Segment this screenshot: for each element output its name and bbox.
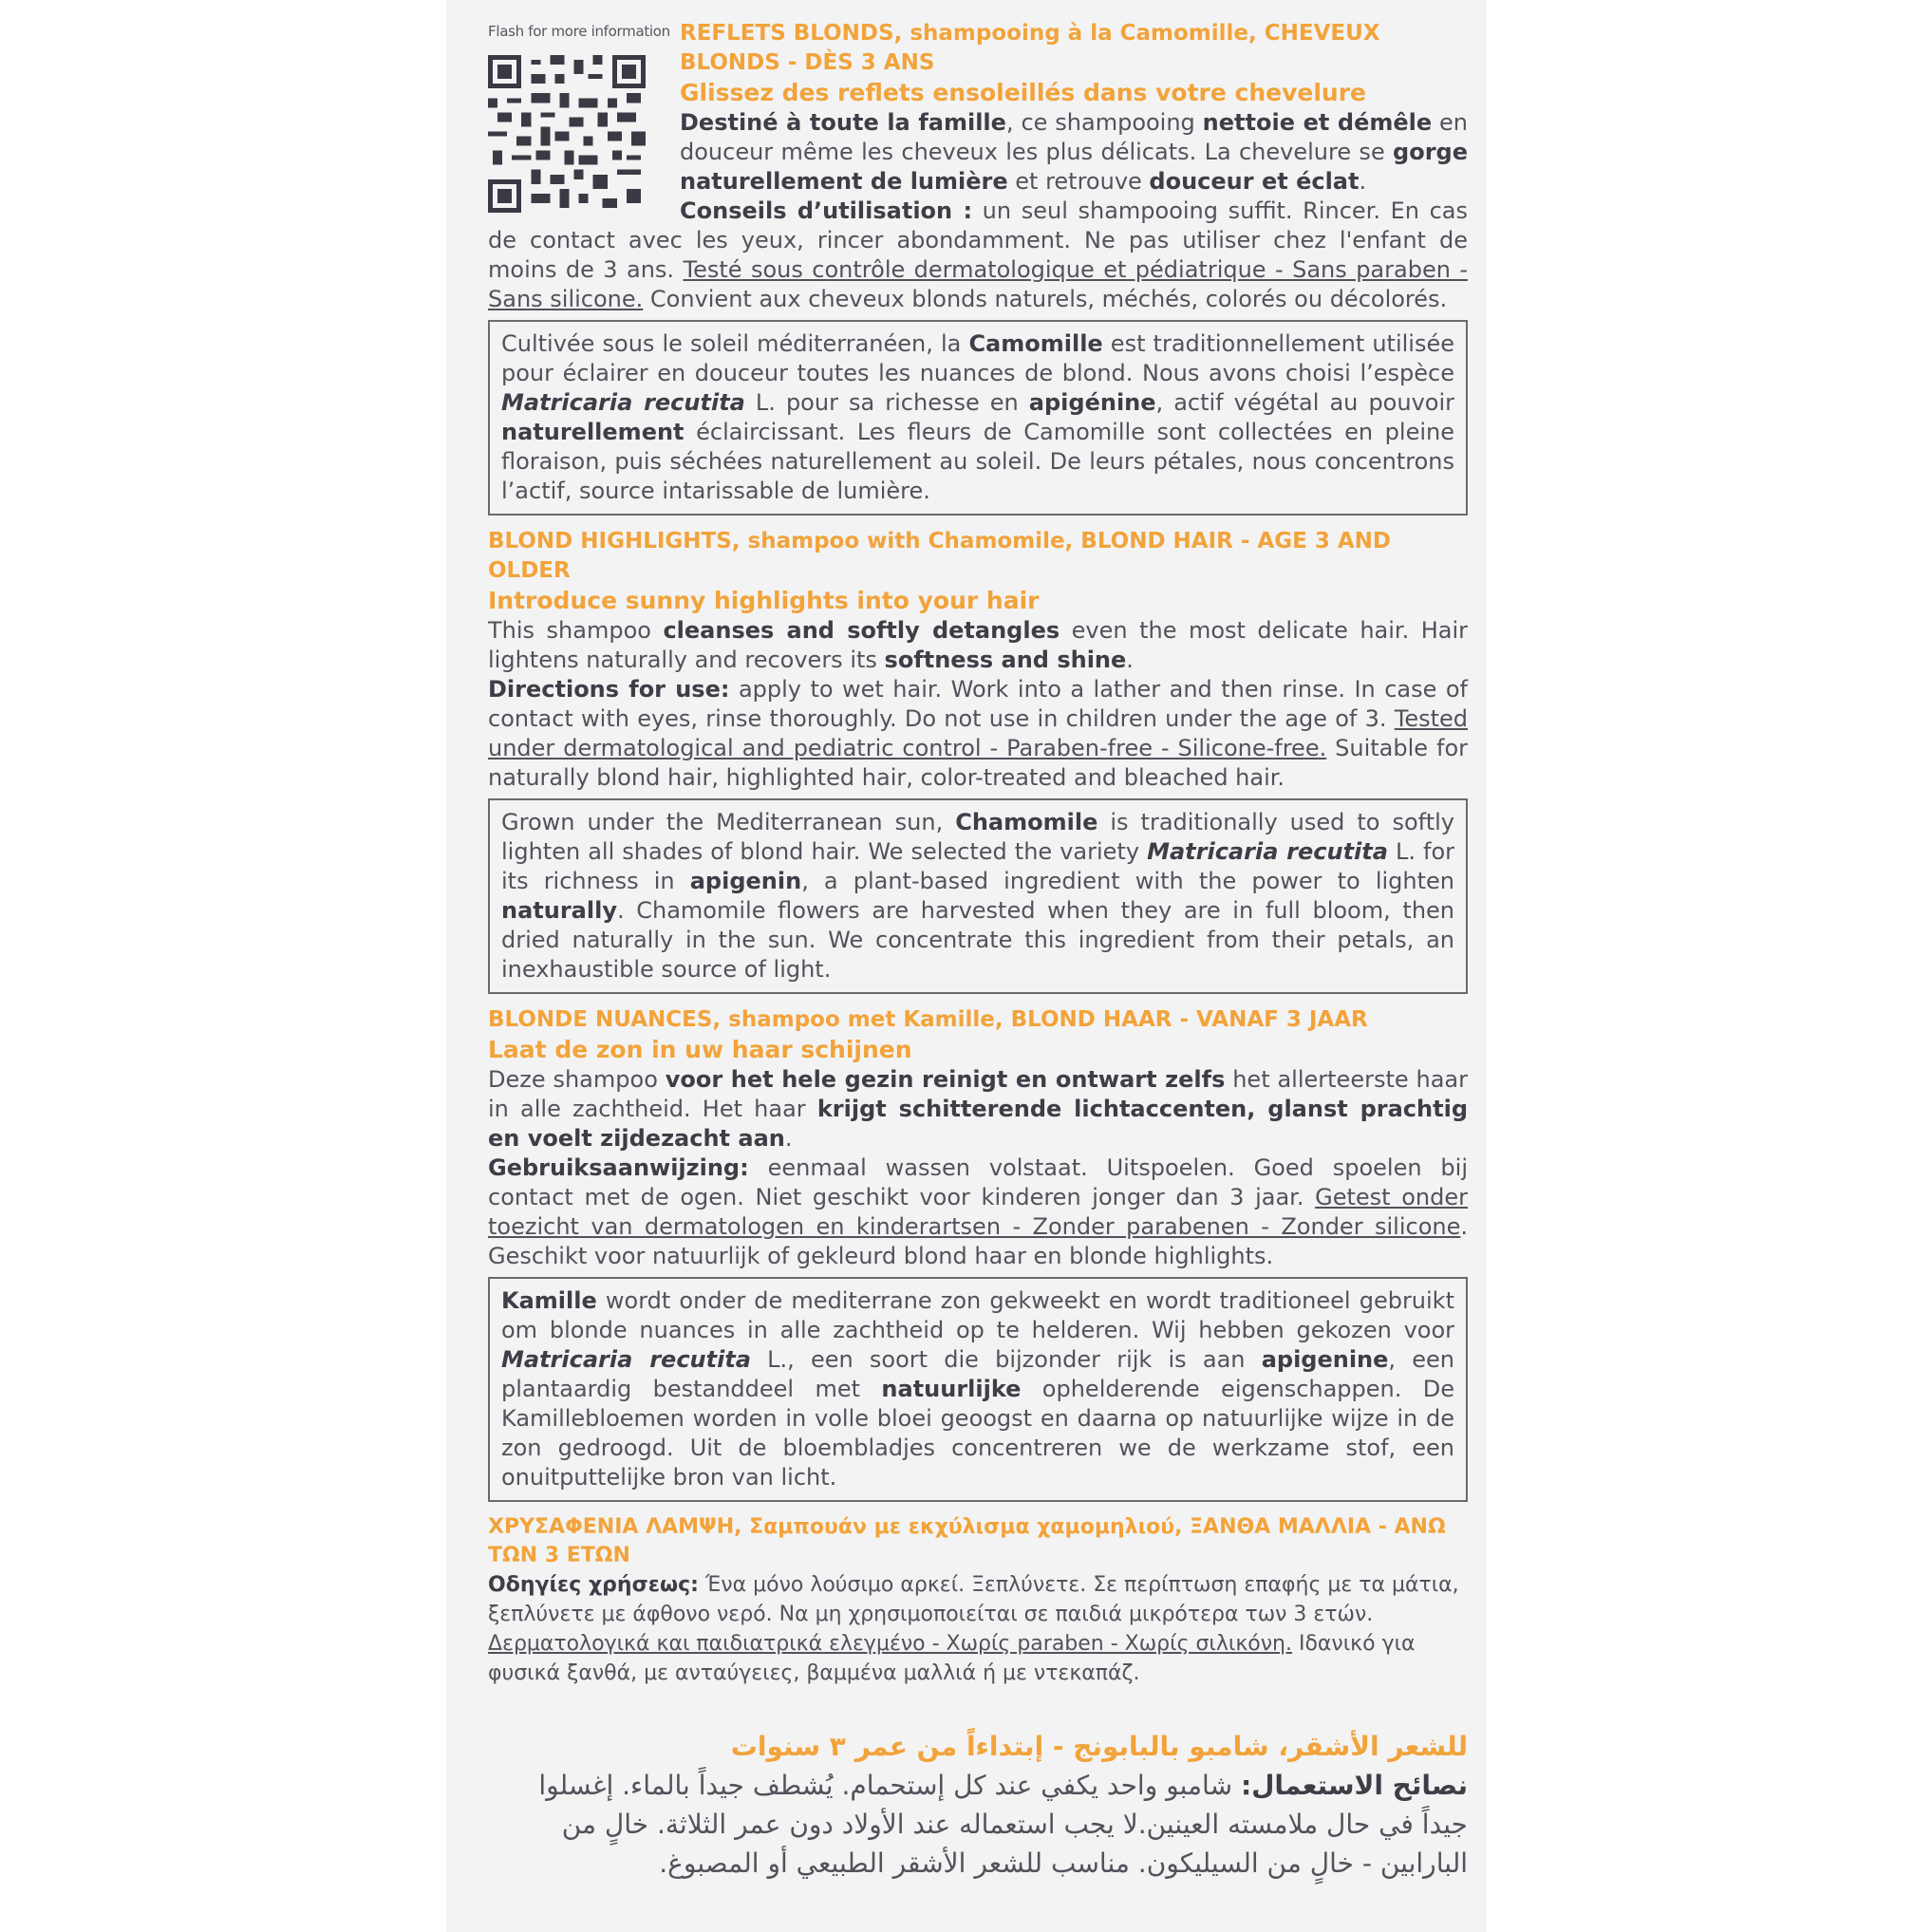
nl-chamomile-box: Kamille wordt onder de mediterrane zon gekweekt en wordt traditioneel gebruikt om blonde nuances in alle zachtheid op te helderen. Wij hebben gekozen voor Matricaria recutita L., een soort die bijzonder rijk is aan apigenine, een plantaardig bestanddeel met natuurlijke ophelderende eigenschappen. De Kamillebloemen worden in volle bloei geoogst en daarna op natuurlijke wijze in de zon gedroogd. Uit de bloembladjes concentreren we de werkzame stof, een onuitputtelijke bron van licht.: [488, 1277, 1468, 1502]
ar-title: للشعر الأشقر، شامبو بالبابونج - إبتداءاً من عمر ٣ سنوات: [730, 1731, 1468, 1762]
nl-usage: Gebruiksaanwijzing: eenmaal wassen volstaat. Uitspoelen. Goed spoelen bij contact met de ogen. Niet geschikt voor kinderen jonger dan 3 jaar. Getest onder toezicht van dermatologen en kinderartsen - Zonder parabenen - Zonder silicone. Geschikt voor natuurlijk of gekleurd blond haar en blonde highlights.: [488, 1154, 1468, 1269]
fr-chamomile-box: Cultivée sous le soleil méditerranéen, la Camomille est traditionnellement utilisée pour éclairer en douceur toutes les nuances de blond. Nous avons choisi l’espèce Matricaria recutita L. pour sa richesse en apigénine, actif végétal au pouvoir naturellement éclaircissant. Les fleurs de Camomille sont collectées en pleine floraison, puis séchées naturellement au soleil. De leurs pétales, nous concentrons l’actif, source intarissable de lumière.: [488, 320, 1468, 516]
fr-header: [680, 19, 1468, 197]
en-tagline: Introduce sunny highlights into your hair: [488, 587, 1040, 614]
nl-tagline: Laat de zon in uw haar schijnen: [488, 1036, 912, 1063]
en-description: This shampoo cleanses and softly detangles even the most delicate hair. Hair lightens naturally and recovers its softness and shine.: [488, 617, 1469, 673]
gr-title: ΧΡΥΣΑΦΕΝΙΑ ΛΑΜΨΗ, Σαμπουάν με εκχύλισμα χαμομηλιού, ΞΑΝΘΑ ΜΑΛΛΙΑ - ΑΝΩ ΤΩΝ 3 ΕΤΩΝ: [488, 1515, 1446, 1567]
en-chamomile-box: Grown under the Mediterranean sun, Chamomile is traditionally used to softly lighten all shades of blond hair. We selected the variety Matricaria recutita L. for its richness in apigenin, a plant-based ingredient with the power to lighten naturally. Chamomile flowers are harvested when they are in full bloom, then dried naturally in the sun. We concentrate this ingredient from their petals, an inexhaustible source of light.: [488, 798, 1468, 994]
fr-tagline: Glissez des reflets ensoleillés dans votre chevelure: [680, 79, 1366, 106]
en-title: BLOND HIGHLIGHTS, shampoo with Chamomile, BLOND HAIR - AGE 3 AND OLDER: [488, 529, 1391, 583]
fr-usage: Conseils d’utilisation : un seul shampooing suffit. Rincer. En cas de contact avec les yeux, rincer abondamment. Ne pas utiliser chez l'enfant de moins de 3 ans. Testé sous contrôle dermatologique et pédiatrique - Sans paraben - Sans silicone. Convient aux cheveux blonds naturels, méchés, colorés ou décolorés.: [488, 197, 1469, 312]
qr-caption: Flash for more information: [488, 23, 670, 40]
fr-title: REFLETS BLONDS, shampooing à la Camomille, CHEVEUX BLONDS - DÈS 3 ANS: [680, 21, 1380, 75]
gr-usage: Οδηγίες χρήσεως: Ένα μόνο λούσιμο αρκεί. Ξεπλύνετε. Σε περίπτωση επαφής με τα μάτια, ξεπλύνετε με άφθονο νερό. Να μη χρησιμοποιείται σε παιδιά μικρότερα των 3 ετών. Δερματολογικά και παιδιατρικά ελεγμένο - Χωρίς paraben - Χωρίς σιλικόνη. Ιδανικό για φυσικά ξανθά, με ανταύγειες, βαμμένα μαλλιά ή με ντεκαπάζ.: [488, 1573, 1459, 1685]
qr-code-icon[interactable]: [488, 55, 646, 213]
en-usage: Directions for use: apply to wet hair. Work into a lather and then rinse. In case of contact with eyes, rinse thoroughly. Do not use in children under the age of 3. Tested under dermatological and pediatric control - Paraben-free - Silicone-free. Suitable for naturally blond hair, highlighted hair, color-treated and bleached hair.: [488, 676, 1468, 791]
ar-usage: نصائح الاستعمال: شامبو واحد يكفي عند كل إستحمام. يُشطف جيداً بالماء. إغسلوا جيداً في حال ملامسته العينين.لا يجب استعماله عند الأولاد دون عمر الثلاثة. خالٍ من البارابين - خالٍ من السيليكون. مناسب للشعر الأشقر الطبيعي أو المصبوغ.: [538, 1770, 1468, 1879]
nl-description: Deze shampoo voor het hele gezin reinigt en ontwart zelfs het allerteerste haar in alle zachtheid. Het haar krijgt schitterende lichtaccenten, glanst prachtig en voelt zijdezacht aan.: [488, 1066, 1468, 1152]
fr-description: Destiné à toute la famille, ce shampooing nettoie et démêle en douceur même les cheveux les plus délicats. La chevelure se gorge naturellement de lumière et retrouve douceur et éclat.: [680, 109, 1469, 195]
ar-section: [488, 1728, 1468, 1883]
label-panel: [446, 0, 1487, 1932]
nl-title: BLONDE NUANCES, shampoo met Kamille, BLOND HAAR - VANAF 3 JAAR: [488, 1007, 1368, 1032]
